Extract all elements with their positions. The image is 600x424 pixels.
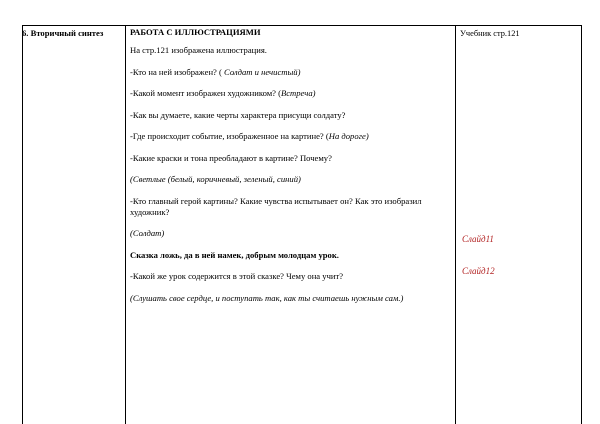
stage-cell	[22, 28, 122, 38]
question-line: -Как вы думаете, какие черты характера присущи солдату?	[130, 109, 346, 120]
slide-label-11: Слайд11	[462, 234, 494, 244]
proverb-line: Сказка ложь, да в ней намек, добрым молодцам урок.	[130, 249, 339, 260]
slide-label-12: Слайд12	[462, 266, 495, 276]
column-divider-2	[455, 25, 456, 424]
answer-line: (Светлые (белый, коричневый, зеленый, синий)	[130, 174, 301, 184]
question-text: -Какой момент изображен художником? (	[130, 88, 281, 98]
answer-text: Солдат и нечистый)	[224, 66, 301, 77]
table-top-border	[22, 25, 582, 26]
answer-line: (Слушать свое сердце, и поступать так, как ты считаешь нужным сам.)	[130, 292, 404, 303]
table-left-border	[22, 25, 23, 424]
resource-cell	[460, 29, 580, 38]
answer-text: Встреча)	[280, 88, 316, 98]
section-title: РАБОТА С ИЛЛЮСТРАЦИЯМИ	[130, 27, 261, 37]
resource-label: Учебник стр.121	[460, 29, 520, 38]
answer-text: На дороге)	[328, 131, 369, 141]
text-line: На стр.121 изображена иллюстрация.	[130, 45, 267, 55]
question-line	[130, 88, 450, 99]
stage-label: 6. Вторичный синтез	[22, 28, 104, 38]
table-right-border	[581, 25, 582, 424]
question-line	[130, 67, 450, 78]
answer-line: (Солдат)	[130, 228, 165, 238]
question-line: -Кто главный герой картины? Какие чувства испытывает он? Как это изобразил художник?	[130, 195, 422, 217]
question-text: -Кто на ней изображен? (	[130, 66, 222, 77]
question-line	[130, 131, 450, 142]
question-line: -Какие краски и тона преобладают в картине? Почему?	[130, 152, 332, 163]
content-cell	[130, 27, 450, 314]
question-text: -Где происходит событие, изображенное на картине? (	[130, 131, 329, 141]
column-divider-1	[125, 25, 126, 424]
question-line: -Какой же урок содержится в этой сказке? Чему она учит?	[130, 271, 344, 281]
